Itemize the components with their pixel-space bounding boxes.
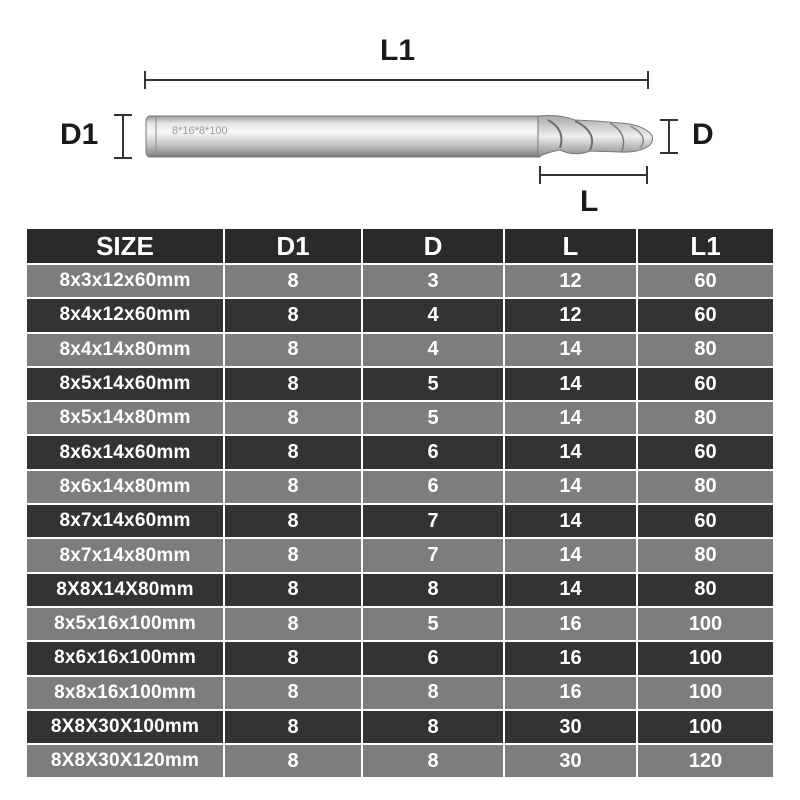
cell-l1: 80 — [637, 401, 773, 435]
table-row — [27, 298, 773, 332]
cell-l1: 80 — [637, 470, 773, 504]
table-row — [27, 401, 773, 435]
cell-size: 8x6x16x100mm — [27, 641, 224, 675]
cell-l: 14 — [504, 401, 637, 435]
cell-d: 5 — [362, 607, 504, 641]
cell-l: 14 — [504, 538, 637, 572]
cell-d: 5 — [362, 367, 504, 401]
cell-size: 8x4x12x60mm — [27, 298, 224, 332]
cell-l: 14 — [504, 504, 637, 538]
cell-l1: 80 — [637, 538, 773, 572]
cell-size: 8X8X30X100mm — [27, 710, 224, 744]
cell-d1: 8 — [224, 470, 362, 504]
table-row — [27, 264, 773, 298]
table-row — [27, 538, 773, 572]
cell-d: 8 — [362, 744, 504, 778]
cell-l: 14 — [504, 470, 637, 504]
cell-l1: 60 — [637, 264, 773, 298]
cell-d: 8 — [362, 676, 504, 710]
table-row — [27, 744, 773, 778]
cell-d: 7 — [362, 504, 504, 538]
cell-l1: 100 — [637, 641, 773, 675]
cell-l1: 100 — [637, 676, 773, 710]
cell-l: 14 — [504, 573, 637, 607]
cell-size: 8x7x14x60mm — [27, 504, 224, 538]
cell-l: 30 — [504, 744, 637, 778]
table-row — [27, 641, 773, 675]
cell-size: 8x5x16x100mm — [27, 607, 224, 641]
cell-d1: 8 — [224, 401, 362, 435]
cell-size: 8x6x14x60mm — [27, 435, 224, 469]
header-l1: L1 — [637, 229, 773, 264]
cell-d: 8 — [362, 710, 504, 744]
table-row — [27, 367, 773, 401]
size-spec-table — [27, 229, 773, 779]
cell-size: 8x6x14x80mm — [27, 470, 224, 504]
table-row — [27, 676, 773, 710]
header-size: SIZE — [27, 229, 224, 264]
d1-dimension-bracket — [114, 115, 132, 158]
cell-d: 6 — [362, 641, 504, 675]
cell-l1: 100 — [637, 607, 773, 641]
cell-size: 8X8X30X120mm — [27, 744, 224, 778]
cell-l1: 60 — [637, 367, 773, 401]
header-d: D — [362, 229, 504, 264]
cell-size: 8x7x14x80mm — [27, 538, 224, 572]
cell-d1: 8 — [224, 504, 362, 538]
header-d1: D1 — [224, 229, 362, 264]
table-row — [27, 333, 773, 367]
table-header-row — [27, 229, 773, 264]
cell-size: 8X8X14X80mm — [27, 573, 224, 607]
end-mill-diagram — [0, 0, 800, 225]
l1-dimension-line — [145, 71, 648, 89]
cell-d1: 8 — [224, 710, 362, 744]
cell-size: 8x8x16x100mm — [27, 676, 224, 710]
cell-l1: 80 — [637, 573, 773, 607]
cell-size: 8x5x14x60mm — [27, 367, 224, 401]
cell-l: 16 — [504, 676, 637, 710]
cell-d: 7 — [362, 538, 504, 572]
cell-l1: 60 — [637, 435, 773, 469]
d1-label: D1 — [60, 118, 99, 151]
cell-d: 4 — [362, 298, 504, 332]
header-l: L — [504, 229, 637, 264]
cell-l: 16 — [504, 607, 637, 641]
cell-d1: 8 — [224, 607, 362, 641]
cell-d: 6 — [362, 470, 504, 504]
table-body — [27, 264, 773, 778]
d-dimension-bracket — [660, 120, 678, 153]
cell-d: 6 — [362, 435, 504, 469]
cell-d1: 8 — [224, 264, 362, 298]
cell-l: 14 — [504, 367, 637, 401]
cell-l1: 120 — [637, 744, 773, 778]
cell-l: 12 — [504, 264, 637, 298]
cell-l: 14 — [504, 333, 637, 367]
l1-label: L1 — [380, 34, 416, 67]
shank-marking: 8*16*8*100 — [172, 125, 228, 137]
cell-size: 8x5x14x80mm — [27, 401, 224, 435]
cell-d1: 8 — [224, 676, 362, 710]
cell-size: 8x3x12x60mm — [27, 264, 224, 298]
table-row — [27, 710, 773, 744]
cell-l1: 60 — [637, 504, 773, 538]
table-row — [27, 607, 773, 641]
tool-cutting-head — [538, 116, 653, 158]
l-label: L — [580, 185, 599, 218]
cell-l: 16 — [504, 641, 637, 675]
cell-size: 8x4x14x80mm — [27, 333, 224, 367]
cell-d: 4 — [362, 333, 504, 367]
l-dimension-line — [540, 166, 647, 184]
table-row — [27, 573, 773, 607]
cell-l1: 100 — [637, 710, 773, 744]
cell-d1: 8 — [224, 435, 362, 469]
cell-d1: 8 — [224, 744, 362, 778]
cell-d1: 8 — [224, 333, 362, 367]
cell-l1: 80 — [637, 333, 773, 367]
cell-d1: 8 — [224, 573, 362, 607]
cell-d1: 8 — [224, 367, 362, 401]
cell-l: 14 — [504, 435, 637, 469]
cell-d: 8 — [362, 573, 504, 607]
cell-d: 5 — [362, 401, 504, 435]
cell-l: 12 — [504, 298, 637, 332]
table-row — [27, 504, 773, 538]
cell-d1: 8 — [224, 641, 362, 675]
table-row — [27, 470, 773, 504]
cell-d: 3 — [362, 264, 504, 298]
table-row — [27, 435, 773, 469]
cell-d1: 8 — [224, 538, 362, 572]
cell-d1: 8 — [224, 298, 362, 332]
cell-l: 30 — [504, 710, 637, 744]
d-label: D — [692, 118, 714, 151]
cell-l1: 60 — [637, 298, 773, 332]
